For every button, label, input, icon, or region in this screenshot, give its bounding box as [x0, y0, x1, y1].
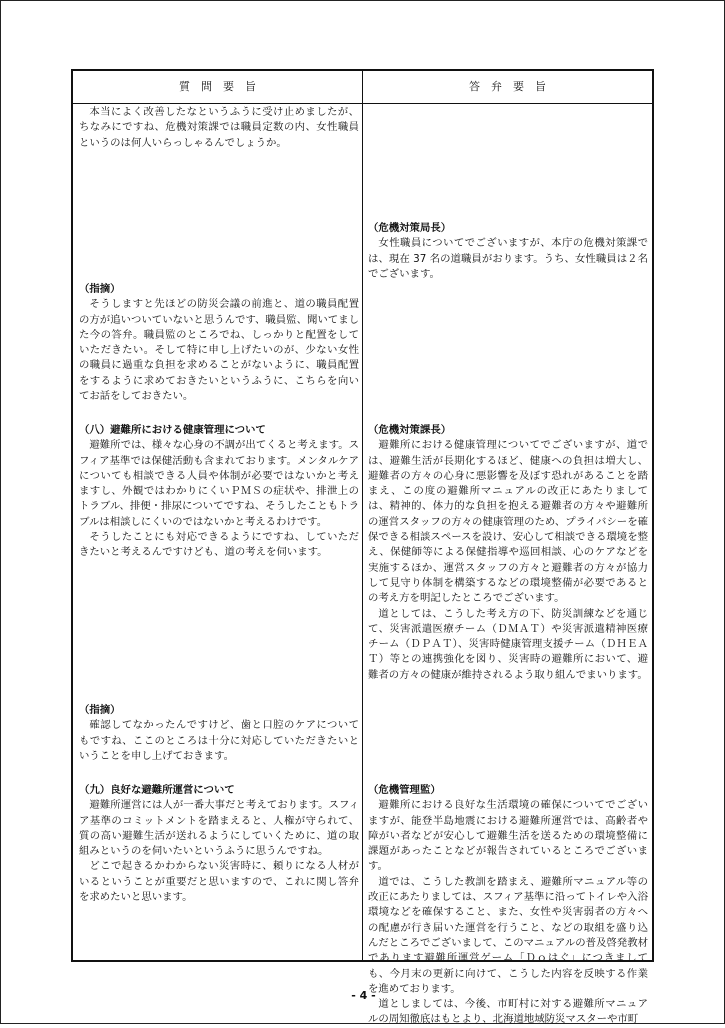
- answer-block-2: [368, 423, 648, 683]
- block-heading: （指摘）: [79, 283, 121, 295]
- header-answer-summary: 答 弁 要 旨: [469, 80, 546, 93]
- question-text: そうしたことにも対応できるようにですね、していただきたいと考えるんですけども、道の考えを伺います。: [79, 531, 359, 559]
- block-heading: （危機対策課長）: [368, 424, 452, 436]
- question-text: どこで起きるかわからない災害時に、頼りになる人材がいるということが重要だと思いますので、これに関し答弁を求めたいと思います。: [79, 860, 359, 904]
- answer-text: 道では、こうした教訓を踏まえ、避難所マニュアル等の改正にあたりましては、スフィア基準に沿ってトイレや入浴環境などを確保すること、また、女性や災害弱者の方々への配慮が行き届いた運営を行うこと、などの取組を盛り込んだところでございまして、このマニュアルの普及啓発教材であります避難所運営ゲーム「Ｄｏはぐ」につきましても、今月末の更新に向けて、こうした内容を反映する作業を進めております。: [368, 875, 648, 995]
- block-heading: （危機管理監）: [368, 784, 441, 796]
- question-text: 避難所では、様々な心身の不調が出てくると考えます。スフィア基準では保健活動も含まれております。メンタルケアについても相談できる人員や体制が必要ではないかと考えますし、外観ではわかりにくいＰＭＳの症状や、排泄上のトラブル、排便・排尿についてですね、そうしたこともトラブルは相談しにくいのではないかと考えるわけです。: [79, 439, 359, 528]
- question-block-4: [79, 703, 359, 764]
- question-block-5: [79, 783, 359, 905]
- question-block-2: [79, 282, 359, 404]
- answer-text: 道としては、こうした考え方の下、防災訓練などを通じて、災害派遣医療チーム（ＤＭＡＴ）や災害派遣精神医療チーム（ＤＰＡＴ）、災害時健康管理支援チーム（ＤＨＥＡＴ）等との連携強化を図り、災害時の避難所において、避難者の方々の健康が維持されるよう取り組んでまいります。: [368, 607, 648, 681]
- question-text: 本当によく改善したなというふうに受け止めましたが、ちなみにですね、危機対策課では職員定数の内、女性職員というのは何人いらっしゃるんでしょうか。: [79, 106, 359, 149]
- answer-block-1: [368, 221, 648, 282]
- answer-text: 女性職員についてでございますが、本庁の危機対策課では、現在 37 名の道職員がおります。うち、女性職員は２名でございます。: [368, 237, 648, 280]
- question-text: そうしますと先ほどの防災会議の前進と、道の職員配置の方が追いついていないと思うんです、職員監、聞いてました今の答弁。職員監のところでね、しっかりと配置をしていただきたい。そして特に申し上げたいのが、少ない女性の職員に過重な負担を求めることがないように、職員配置をするように求めておきたいというふうに、こちらを向いてお話をしておきたい。: [79, 298, 359, 403]
- question-text: 避難所運営には人が一番大事だと考えております。スフィア基準のコミットメントを踏まえると、人権が守られて、質の高い避難生活が送れるようにしていくために、道の取組みというのを伺いたいというふうに思うんですね。: [79, 799, 359, 858]
- answer-text: 避難所における健康管理についてでございますが、道では、避難生活が長期化するほど、健康への負担は増大し、避難者の方々の心身に悪影響を及ぼす恐れがあることを踏まえ、この度の避難所マニュアルの改正にあたりましては、精神的、体力的な負担を抱える避難者の方々や避難所の運営スタッフの方々の健康管理のため、プライバシーを確保できる相談スペースを設け、安心して相談できる環境を整え、保健師等による保健指導や巡回相談、心のケアなどを実施するほか、運営スタッフの方々と避難者の方々が協力して見守り体制を構築するなどの環境整備が必要であるとの考え方を明記したところでございます。: [368, 439, 648, 605]
- header-question-summary: 質 問 要 旨: [179, 80, 256, 93]
- block-heading: （九）良好な避難所運営について: [79, 784, 235, 796]
- question-text: 確認してなかったんですけど、歯と口腔のケアについてもですね、ここのところは十分に対応していただきたいということを申し上げておきます。: [79, 719, 359, 762]
- question-block-3: [79, 423, 359, 561]
- page-number: - 4 -: [351, 989, 376, 1002]
- question-block-1: [79, 105, 359, 151]
- answer-text: 避難所における良好な生活環境の確保についてでございますが、能登半島地震における避難所運営では、高齢者や障がい者などが安心して避難生活を送るための環境整備に課題があったことなどが報告されているところでございます。: [368, 799, 648, 873]
- qa-table: [71, 69, 654, 1026]
- block-heading: （指摘）: [79, 704, 121, 716]
- block-heading: （危機対策局長）: [368, 222, 452, 234]
- block-heading: （八）避難所における健康管理について: [79, 424, 266, 436]
- answer-text: 道としましては、今後、市町村に対する避難所マニュアルの周知徹底はもとより、北海道地域防災マスターや市町: [368, 998, 648, 1026]
- column-divider: [362, 71, 363, 960]
